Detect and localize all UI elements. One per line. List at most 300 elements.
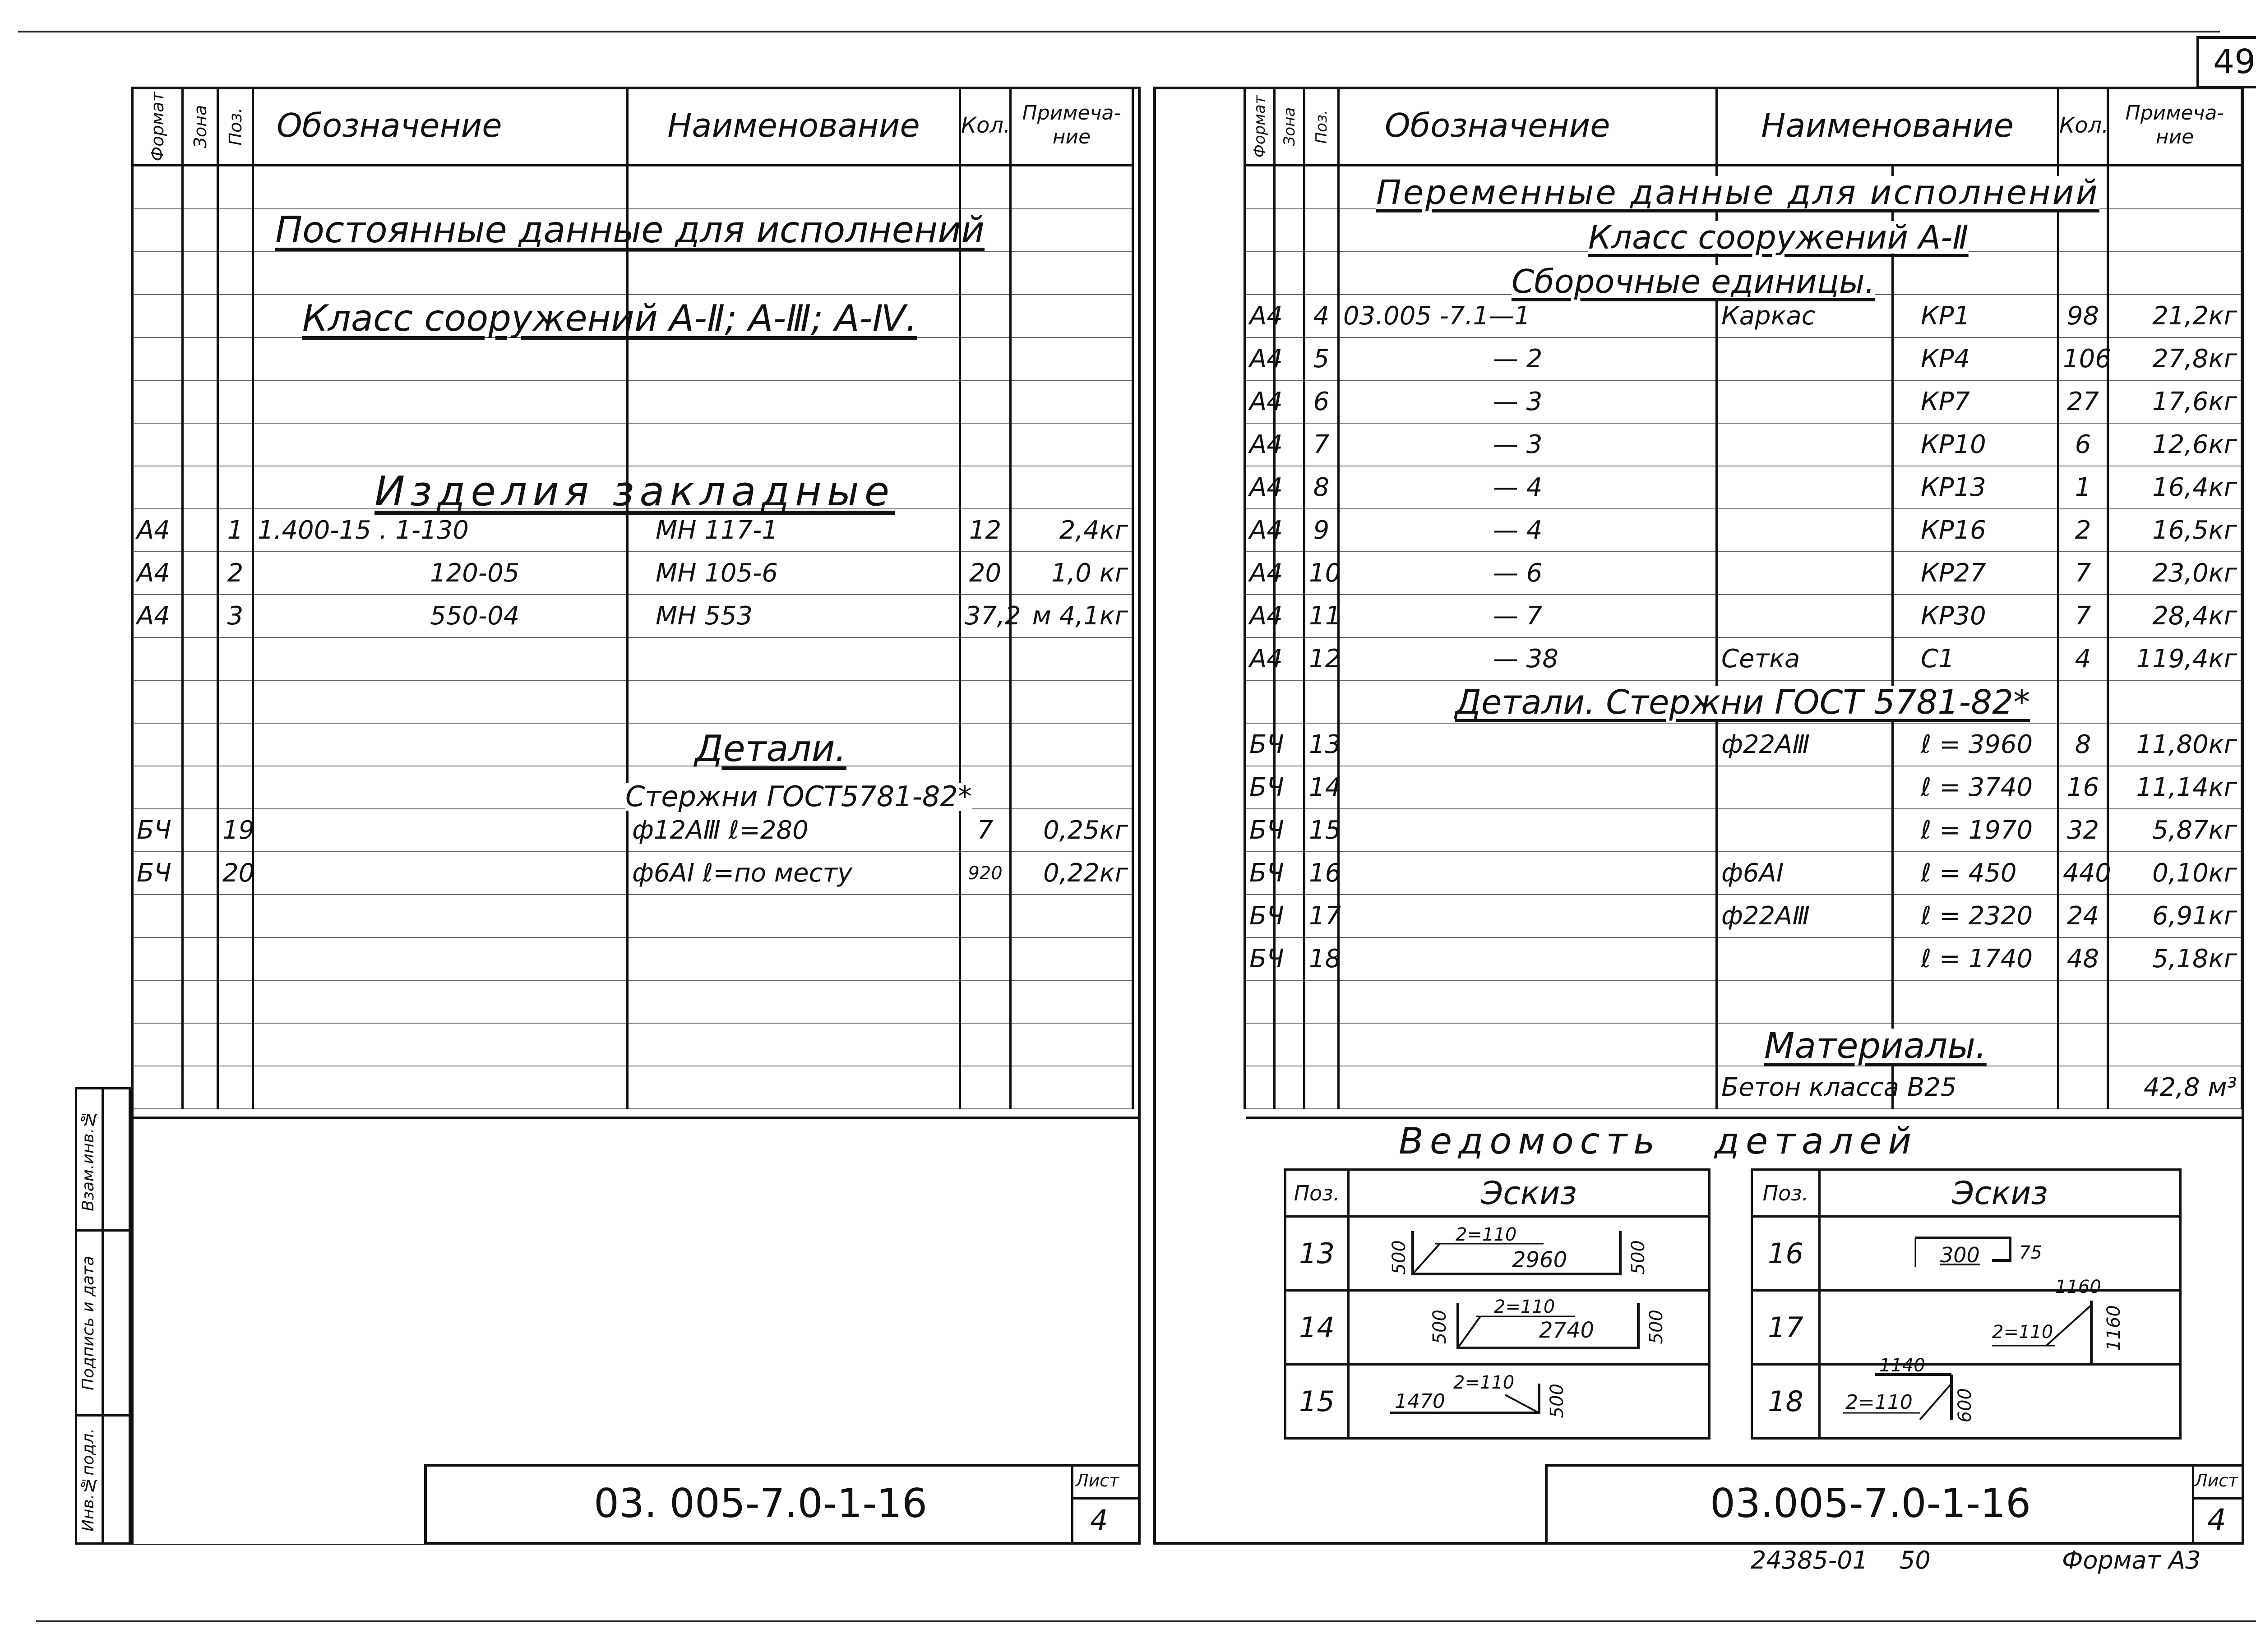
footer-format: Формат А3 [2062, 1546, 2201, 1574]
side-label-strip [75, 1087, 131, 1545]
left-row-zone [183, 1023, 218, 1066]
left-row-designation [253, 723, 628, 766]
left-row-name [628, 252, 960, 295]
sketch-13-dim-d: 500 [1628, 1240, 1649, 1275]
left-row-pos [218, 380, 253, 423]
right-row-note: 17,6кг [2108, 380, 2242, 423]
right-table-row [1245, 723, 2242, 766]
left-row-format [132, 423, 183, 466]
sketch-left-pos-14: 14 [1285, 1291, 1349, 1365]
right-row-qty: 440 [2058, 852, 2108, 895]
header-note: Примеча-ние [1011, 87, 1133, 166]
right-row-format: БЧ [1245, 852, 1275, 895]
left-row-qty: 37,2 [960, 595, 1011, 637]
left-row-qty: 920 [960, 852, 1011, 895]
left-row-format: А4 [132, 509, 183, 552]
left-row-pos [218, 1023, 253, 1066]
right-row-mark: ℓ = 450 [1893, 852, 2058, 895]
left-row-designation: 120-05 [253, 552, 628, 595]
sketch-14 [1349, 1291, 1710, 1365]
header-name: Наименование [628, 87, 960, 166]
left-row-format [132, 937, 183, 980]
right-row-format [1245, 1066, 1275, 1109]
right-row-qty: 7 [2058, 552, 2108, 595]
sketch-table-left [1284, 1168, 1710, 1440]
right-row-qty: 4 [2058, 637, 2108, 680]
right-row-pos: 18 [1304, 937, 1339, 980]
left-row-zone [183, 809, 218, 852]
right-table-row [1245, 552, 2242, 595]
left-row-name [628, 423, 960, 466]
left-row-pos [218, 209, 253, 252]
right-row-qty [2058, 252, 2108, 295]
right-row-note: 6,91кг [2108, 895, 2242, 937]
right-row-designation [1339, 852, 1717, 895]
left-row-zone [183, 509, 218, 552]
right-table-row [1245, 1066, 2242, 1109]
right-row-mark: КР7 [1893, 380, 2058, 423]
left-row-zone [183, 895, 218, 937]
right-row-pos [1304, 166, 1339, 209]
right-row-name [1717, 552, 1893, 595]
left-row-name [628, 337, 960, 380]
right-row-qty: 6 [2058, 423, 2108, 466]
left-row-format [132, 209, 183, 252]
right-row-format [1245, 252, 1275, 295]
right-row-format: А4 [1245, 552, 1275, 595]
left-row-designation [253, 1023, 628, 1066]
right-heading-assembly: Сборочные единицы. [1512, 263, 1875, 300]
left-row-name [628, 1066, 960, 1109]
right-row-qty: 106 [2058, 337, 2108, 380]
page-number: 49 [2213, 42, 2256, 81]
right-row-note: 28,4кг [2108, 595, 2242, 637]
left-row-note: 1,0 кг [1011, 552, 1133, 595]
sketch-right-pos-header: Поз. [1752, 1170, 1820, 1217]
r-header-name: Наименование [1717, 87, 2058, 166]
left-row-zone [183, 380, 218, 423]
left-row-zone [183, 637, 218, 680]
sketch-18-dim-c: 600 [1955, 1388, 1975, 1423]
right-row-format: А4 [1245, 595, 1275, 637]
right-row-name [1717, 380, 1893, 423]
left-row-designation [253, 166, 628, 209]
right-heading-variable: Переменные данные для исполнений [1376, 173, 2099, 212]
right-row-pos [1304, 1023, 1339, 1066]
left-row-format [132, 1023, 183, 1066]
left-row-format [132, 166, 183, 209]
sketch-13 [1349, 1217, 1710, 1291]
right-heading-class: Класс сооружений А-Ⅱ [1588, 218, 1969, 256]
left-row-name [628, 166, 960, 209]
right-row-name: Каркас [1717, 295, 1893, 337]
left-stamp-sheet: 4 [1090, 1504, 1108, 1537]
left-stamp-code: 03. 005-7.0-1-16 [594, 1480, 928, 1527]
left-row-note [1011, 637, 1133, 680]
left-heading-embedded: Изделия закладные [374, 468, 895, 515]
left-row-note [1011, 337, 1133, 380]
left-row-note [1011, 980, 1133, 1023]
left-row-name [628, 680, 960, 723]
right-stamp-sheet-label: Лист [2195, 1471, 2238, 1490]
right-row-qty: 7 [2058, 595, 2108, 637]
right-row-note: 23,0кг [2108, 552, 2242, 595]
right-row-qty: 27 [2058, 380, 2108, 423]
right-row-note: 12,6кг [2108, 423, 2242, 466]
left-row-qty [960, 937, 1011, 980]
right-row-format: А4 [1245, 466, 1275, 509]
left-row-note [1011, 209, 1133, 252]
right-row-format: А4 [1245, 637, 1275, 680]
right-row-format [1245, 980, 1275, 1023]
left-row-format [132, 980, 183, 1023]
sketch-15 [1349, 1365, 1710, 1439]
sketch-right-pos-17: 17 [1752, 1291, 1820, 1365]
left-row-pos [218, 680, 253, 723]
left-row-note: 0,25кг [1011, 809, 1133, 852]
right-row-format: А4 [1245, 509, 1275, 552]
right-table-row [1245, 809, 2242, 852]
header-designation: Обозначение [253, 87, 628, 166]
sketch-15-dim-a: 2=110 [1453, 1372, 1515, 1393]
left-row-pos: 19 [218, 809, 253, 852]
left-row-note [1011, 895, 1133, 937]
r-header-designation: Обозначение [1339, 87, 1717, 166]
footer-doc-number: 24385-01 [1751, 1546, 1868, 1574]
left-row-pos: 2 [218, 552, 253, 595]
sketch-15-dim-b: 1470 [1395, 1390, 1445, 1413]
sketch-17 [1820, 1277, 2181, 1365]
left-row-designation: 1.400-15 . 1-130 [253, 509, 628, 552]
right-row-designation [1339, 980, 1717, 1023]
left-row-zone [183, 723, 218, 766]
left-row-pos: 1 [218, 509, 253, 552]
left-stamp [424, 1464, 1141, 1545]
side-label-inv: Инв.№подл. [79, 1428, 97, 1532]
right-row-name [1717, 937, 1893, 980]
left-table-row [132, 637, 1133, 680]
sketch-13-dim-b: 2=110 [1456, 1224, 1517, 1245]
right-row-qty: 16 [2058, 766, 2108, 809]
left-row-format: БЧ [132, 809, 183, 852]
right-row-mark: ℓ = 3740 [1893, 766, 2058, 809]
left-row-designation [253, 380, 628, 423]
left-row-designation [253, 852, 628, 895]
left-row-note [1011, 423, 1133, 466]
left-row-format [132, 466, 183, 509]
right-row-designation: — 2 [1339, 337, 1717, 380]
left-table-row [132, 252, 1133, 295]
sketch-13-dim-c: 2960 [1512, 1247, 1567, 1273]
left-row-zone [183, 1066, 218, 1109]
right-row-format [1245, 209, 1275, 252]
right-row-mark: КР13 [1893, 466, 2058, 509]
sketch-left-header: Эскиз [1349, 1170, 1710, 1217]
right-table-row [1245, 937, 2242, 980]
left-table-row [132, 680, 1133, 723]
left-row-pos [218, 1066, 253, 1109]
right-row-designation: — 7 [1339, 595, 1717, 637]
right-row-mark: ℓ = 3960 [1893, 723, 2058, 766]
right-row-qty: 2 [2058, 509, 2108, 552]
right-row-note [2108, 252, 2242, 295]
sketch-right-header: Эскиз [1820, 1170, 2181, 1217]
right-table-row [1245, 637, 2242, 680]
left-row-note [1011, 723, 1133, 766]
side-label-replace: Взам.инв.№ [79, 1109, 97, 1212]
left-row-name: ф12АⅢ ℓ=280 [628, 809, 960, 852]
left-row-zone [183, 209, 218, 252]
left-row-pos [218, 337, 253, 380]
left-table-row [132, 809, 1133, 852]
right-row-mark: КР1 [1893, 295, 2058, 337]
left-row-designation [253, 766, 628, 809]
header-qty: Кол. [960, 87, 1011, 166]
left-row-name: МН 553 [628, 595, 960, 637]
left-row-qty [960, 337, 1011, 380]
right-row-pos [1304, 209, 1339, 252]
sketch-14-dim-d: 500 [1646, 1310, 1667, 1344]
right-row-format: БЧ [1245, 766, 1275, 809]
left-row-note: м 4,1кг [1011, 595, 1133, 637]
left-row-format [132, 252, 183, 295]
right-row-qty [2058, 680, 2108, 723]
left-row-qty [960, 1066, 1011, 1109]
right-row-pos: 13 [1304, 723, 1339, 766]
left-row-name: МН 117-1 [628, 509, 960, 552]
right-row-pos: 15 [1304, 809, 1339, 852]
sketch-table-right [1751, 1168, 2182, 1440]
right-stamp-sheet: 4 [2207, 1503, 2226, 1537]
right-table-row [1245, 509, 2242, 552]
right-row-mark [1893, 980, 2058, 1023]
sketch-16 [1820, 1217, 2181, 1291]
right-row-zone [1275, 1023, 1304, 1066]
right-row-name [1717, 423, 1893, 466]
left-row-designation [253, 637, 628, 680]
right-row-mark: КР4 [1893, 337, 2058, 380]
left-row-note [1011, 295, 1133, 337]
left-row-zone [183, 766, 218, 809]
left-row-name: ф6АI ℓ=по месту [628, 852, 960, 895]
r-header-qty: Кол. [2058, 87, 2108, 166]
right-row-format [1245, 680, 1275, 723]
header-zone: Зона [183, 87, 218, 166]
right-row-name [1717, 980, 1893, 1023]
left-row-zone [183, 423, 218, 466]
right-row-designation [1339, 1023, 1717, 1066]
left-row-zone [183, 680, 218, 723]
right-table-row [1245, 1023, 2242, 1066]
left-row-zone [183, 466, 218, 509]
left-table-row [132, 1066, 1133, 1109]
right-row-name: Бетон класса В25 [1717, 1066, 1893, 1109]
right-row-zone [1275, 680, 1304, 723]
left-stamp-sheet-label: Лист [1076, 1471, 1119, 1490]
right-row-pos [1304, 680, 1339, 723]
left-row-designation [253, 423, 628, 466]
left-row-pos [218, 766, 253, 809]
right-row-format: А4 [1245, 337, 1275, 380]
right-row-format: А4 [1245, 380, 1275, 423]
right-row-pos: 9 [1304, 509, 1339, 552]
right-row-pos: 12 [1304, 637, 1339, 680]
left-row-qty [960, 680, 1011, 723]
left-row-qty [960, 723, 1011, 766]
right-row-note [2108, 166, 2242, 209]
left-row-pos [218, 637, 253, 680]
left-row-zone [183, 552, 218, 595]
left-row-pos [218, 937, 253, 980]
left-row-zone [183, 852, 218, 895]
right-row-qty: 48 [2058, 937, 2108, 980]
right-row-note: 11,14кг [2108, 766, 2242, 809]
right-row-qty [2058, 1066, 2108, 1109]
left-row-pos [218, 295, 253, 337]
r-header-format: Формат [1245, 87, 1275, 166]
right-row-note [2108, 680, 2242, 723]
right-row-zone [1275, 252, 1304, 295]
right-row-format: А4 [1245, 295, 1275, 337]
left-row-designation [253, 252, 628, 295]
right-row-pos: 5 [1304, 337, 1339, 380]
right-row-mark: С1 [1893, 637, 2058, 680]
right-row-pos [1304, 252, 1339, 295]
left-row-note [1011, 380, 1133, 423]
left-row-qty [960, 380, 1011, 423]
left-table-row [132, 380, 1133, 423]
right-row-format: БЧ [1245, 723, 1275, 766]
left-row-qty [960, 1023, 1011, 1066]
left-table-row [132, 552, 1133, 595]
right-row-note: 16,4кг [2108, 466, 2242, 509]
right-row-zone [1275, 166, 1304, 209]
left-row-note [1011, 166, 1133, 209]
left-table-row [132, 423, 1133, 466]
left-table-row [132, 723, 1133, 766]
right-row-name: ф22АⅢ [1717, 895, 1893, 937]
left-row-format [132, 766, 183, 809]
left-row-qty: 20 [960, 552, 1011, 595]
right-row-pos [1304, 980, 1339, 1023]
right-row-mark: КР30 [1893, 595, 2058, 637]
right-row-format: А4 [1245, 423, 1275, 466]
right-row-note: 5,87кг [2108, 809, 2242, 852]
footer-number: 50 [1900, 1546, 1931, 1574]
right-row-mark: ℓ = 1970 [1893, 809, 2058, 852]
sketch-left-pos-15: 15 [1285, 1365, 1349, 1439]
left-row-note [1011, 937, 1133, 980]
right-row-qty: 24 [2058, 895, 2108, 937]
right-row-pos: 11 [1304, 595, 1339, 637]
left-row-note [1011, 680, 1133, 723]
right-row-zone [1275, 1066, 1304, 1109]
left-row-qty [960, 466, 1011, 509]
right-row-mark: ℓ = 2320 [1893, 895, 2058, 937]
left-heading-details: Детали. [695, 728, 846, 770]
left-row-name [628, 637, 960, 680]
right-row-qty: 32 [2058, 809, 2108, 852]
left-row-pos [218, 895, 253, 937]
sketch-18 [1820, 1355, 2181, 1439]
left-row-note: 0,22кг [1011, 852, 1133, 895]
left-row-note [1011, 252, 1133, 295]
sketch-18-dim-b: 2=110 [1845, 1391, 1913, 1414]
right-row-qty: 98 [2058, 295, 2108, 337]
right-row-designation: — 4 [1339, 509, 1717, 552]
right-row-pos: 6 [1304, 380, 1339, 423]
right-header-row [1245, 87, 2242, 166]
right-row-name [1717, 595, 1893, 637]
r-header-pos: Поз. [1304, 87, 1339, 166]
left-table-row [132, 509, 1133, 552]
right-heading-materials: Материалы. [1764, 1026, 1987, 1066]
left-row-qty [960, 895, 1011, 937]
right-row-name [1717, 337, 1893, 380]
left-row-qty [960, 423, 1011, 466]
left-row-format [132, 723, 183, 766]
left-row-designation: 550-04 [253, 595, 628, 637]
right-row-mark: КР27 [1893, 552, 2058, 595]
left-row-format: А4 [132, 552, 183, 595]
sketch-18-dim-a: 1140 [1879, 1355, 1925, 1376]
sketch-right-pos-18: 18 [1752, 1365, 1820, 1439]
left-row-pos [218, 252, 253, 295]
left-row-zone [183, 252, 218, 295]
right-row-pos: 4 [1304, 295, 1339, 337]
right-table-row [1245, 295, 2242, 337]
right-row-note [2108, 1023, 2242, 1066]
left-table-row [132, 1023, 1133, 1066]
right-row-designation [1339, 766, 1717, 809]
sketch-13-dim-a: 500 [1389, 1240, 1410, 1275]
right-row-note: 119,4кг [2108, 637, 2242, 680]
right-row-zone [1275, 209, 1304, 252]
right-row-note [2108, 209, 2242, 252]
left-row-qty [960, 637, 1011, 680]
left-row-note [1011, 1066, 1133, 1109]
right-row-note: 21,2кг [2108, 295, 2242, 337]
right-row-designation [1339, 1066, 1717, 1109]
left-row-format: А4 [132, 595, 183, 637]
left-row-designation [253, 980, 628, 1023]
left-row-zone [183, 937, 218, 980]
sketch-right-pos-16: 16 [1752, 1217, 1820, 1291]
left-row-format [132, 337, 183, 380]
right-row-name [1717, 809, 1893, 852]
sketch-16-dim-a: 300 [1940, 1243, 1980, 1267]
left-heading-constant: Постоянные данные для исполнений [275, 209, 985, 251]
left-header-row [132, 87, 1133, 166]
left-row-pos [218, 466, 253, 509]
right-row-pos [1304, 1066, 1339, 1109]
left-row-format [132, 295, 183, 337]
left-table-row [132, 595, 1133, 637]
left-row-format [132, 637, 183, 680]
left-row-name [628, 895, 960, 937]
right-row-pos: 16 [1304, 852, 1339, 895]
left-row-pos: 3 [218, 595, 253, 637]
right-table-row [1245, 423, 2242, 466]
left-row-qty [960, 295, 1011, 337]
right-row-designation: — 3 [1339, 423, 1717, 466]
right-row-format [1245, 166, 1275, 209]
sketch-14-dim-b: 2=110 [1494, 1297, 1555, 1317]
right-row-format: БЧ [1245, 809, 1275, 852]
left-row-pos: 20 [218, 852, 253, 895]
left-row-designation [253, 337, 628, 380]
left-row-designation [253, 1066, 628, 1109]
